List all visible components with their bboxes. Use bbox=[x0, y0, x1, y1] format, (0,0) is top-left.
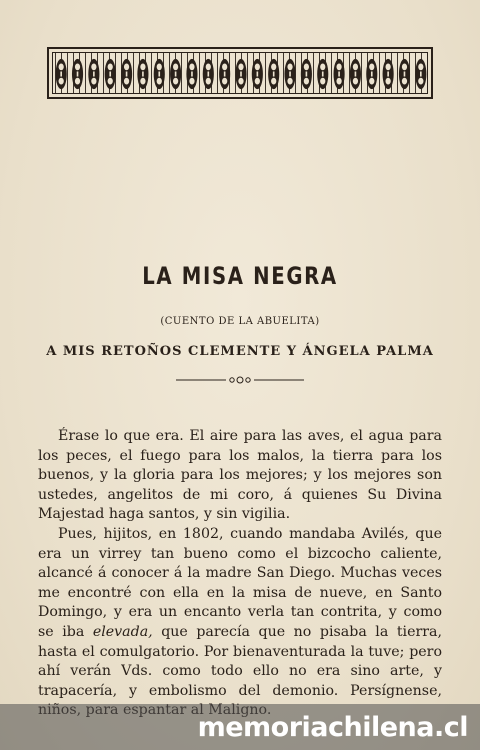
ornament-motif bbox=[415, 59, 426, 89]
paragraph-2-italic: elevada, bbox=[92, 623, 153, 640]
ornament-motif bbox=[186, 59, 197, 89]
ornament-pattern-icon bbox=[52, 52, 428, 94]
ornament-motif bbox=[203, 59, 214, 89]
paragraph-2-text-a: Pues, hijitos, en 1802, cuando mandaba Avilés, que era un virrey tan bueno como el bizcocho caliente, alcancé á conocer á la madre San Diego. Muchas veces me encontré con ella en la misa de nueve, en Santo Domingo, y era un encanto verla tan contrita, y como se iba bbox=[38, 525, 442, 640]
ornament-motif bbox=[56, 59, 67, 89]
ornament-motif bbox=[235, 59, 246, 89]
ornament-svg bbox=[53, 53, 428, 94]
ornament-motif bbox=[317, 59, 328, 89]
paragraph-2 bbox=[38, 525, 442, 721]
ornament-motif bbox=[137, 59, 148, 89]
story-title: LA MISA NEGRA bbox=[142, 262, 338, 290]
ornament-motif bbox=[105, 59, 116, 89]
ornament-motif bbox=[170, 59, 181, 89]
ornamental-divider-icon bbox=[176, 374, 304, 386]
story-subtitle: (CUENTO DE LA ABUELITA) bbox=[160, 316, 320, 327]
ornament-motif bbox=[268, 59, 279, 89]
paragraph-1 bbox=[38, 427, 442, 525]
dedication-line: A MIS RETOÑOS CLEMENTE Y ÁNGELA PALMA bbox=[46, 344, 434, 359]
ornament-motif bbox=[366, 59, 377, 89]
paragraph-1-text: Érase lo que era. El aire para las aves, el agua para los peces, el fuego para los malos, la tierra para los buenos, y la gloria para los mejores; y los mejores son ustedes, angelitos de mi coro, á quienes Su Divina Majestad haga santos, y sin vigilia. bbox=[38, 428, 442, 523]
ornament-motif bbox=[399, 59, 410, 89]
ornament-motif bbox=[301, 59, 312, 89]
story-body bbox=[38, 427, 442, 721]
ornament-motif bbox=[72, 59, 83, 89]
ornament-motif bbox=[219, 59, 230, 89]
ornament-motif bbox=[350, 59, 361, 89]
ornament-motif bbox=[154, 59, 165, 89]
paragraph-2-text-b: que parecía que no pisaba la tierra, hasta el comulgatorio. Por bienaventurada la tuve; pero ahí verán Vds. como todo ello no era sino arte, y trapacería, y embolismo del demonio. Persígnense, bbox=[38, 623, 442, 699]
ornament-motif bbox=[252, 59, 263, 89]
watermark-text: memoriachilena.cl bbox=[197, 712, 468, 743]
watermark-bar bbox=[0, 704, 480, 750]
ornamental-header-band bbox=[47, 47, 433, 99]
ornament-motif bbox=[284, 59, 295, 89]
ornament-motif bbox=[121, 59, 132, 89]
ornament-motif bbox=[88, 59, 99, 89]
ornament-motif bbox=[334, 59, 345, 89]
ornament-motif bbox=[383, 59, 394, 89]
